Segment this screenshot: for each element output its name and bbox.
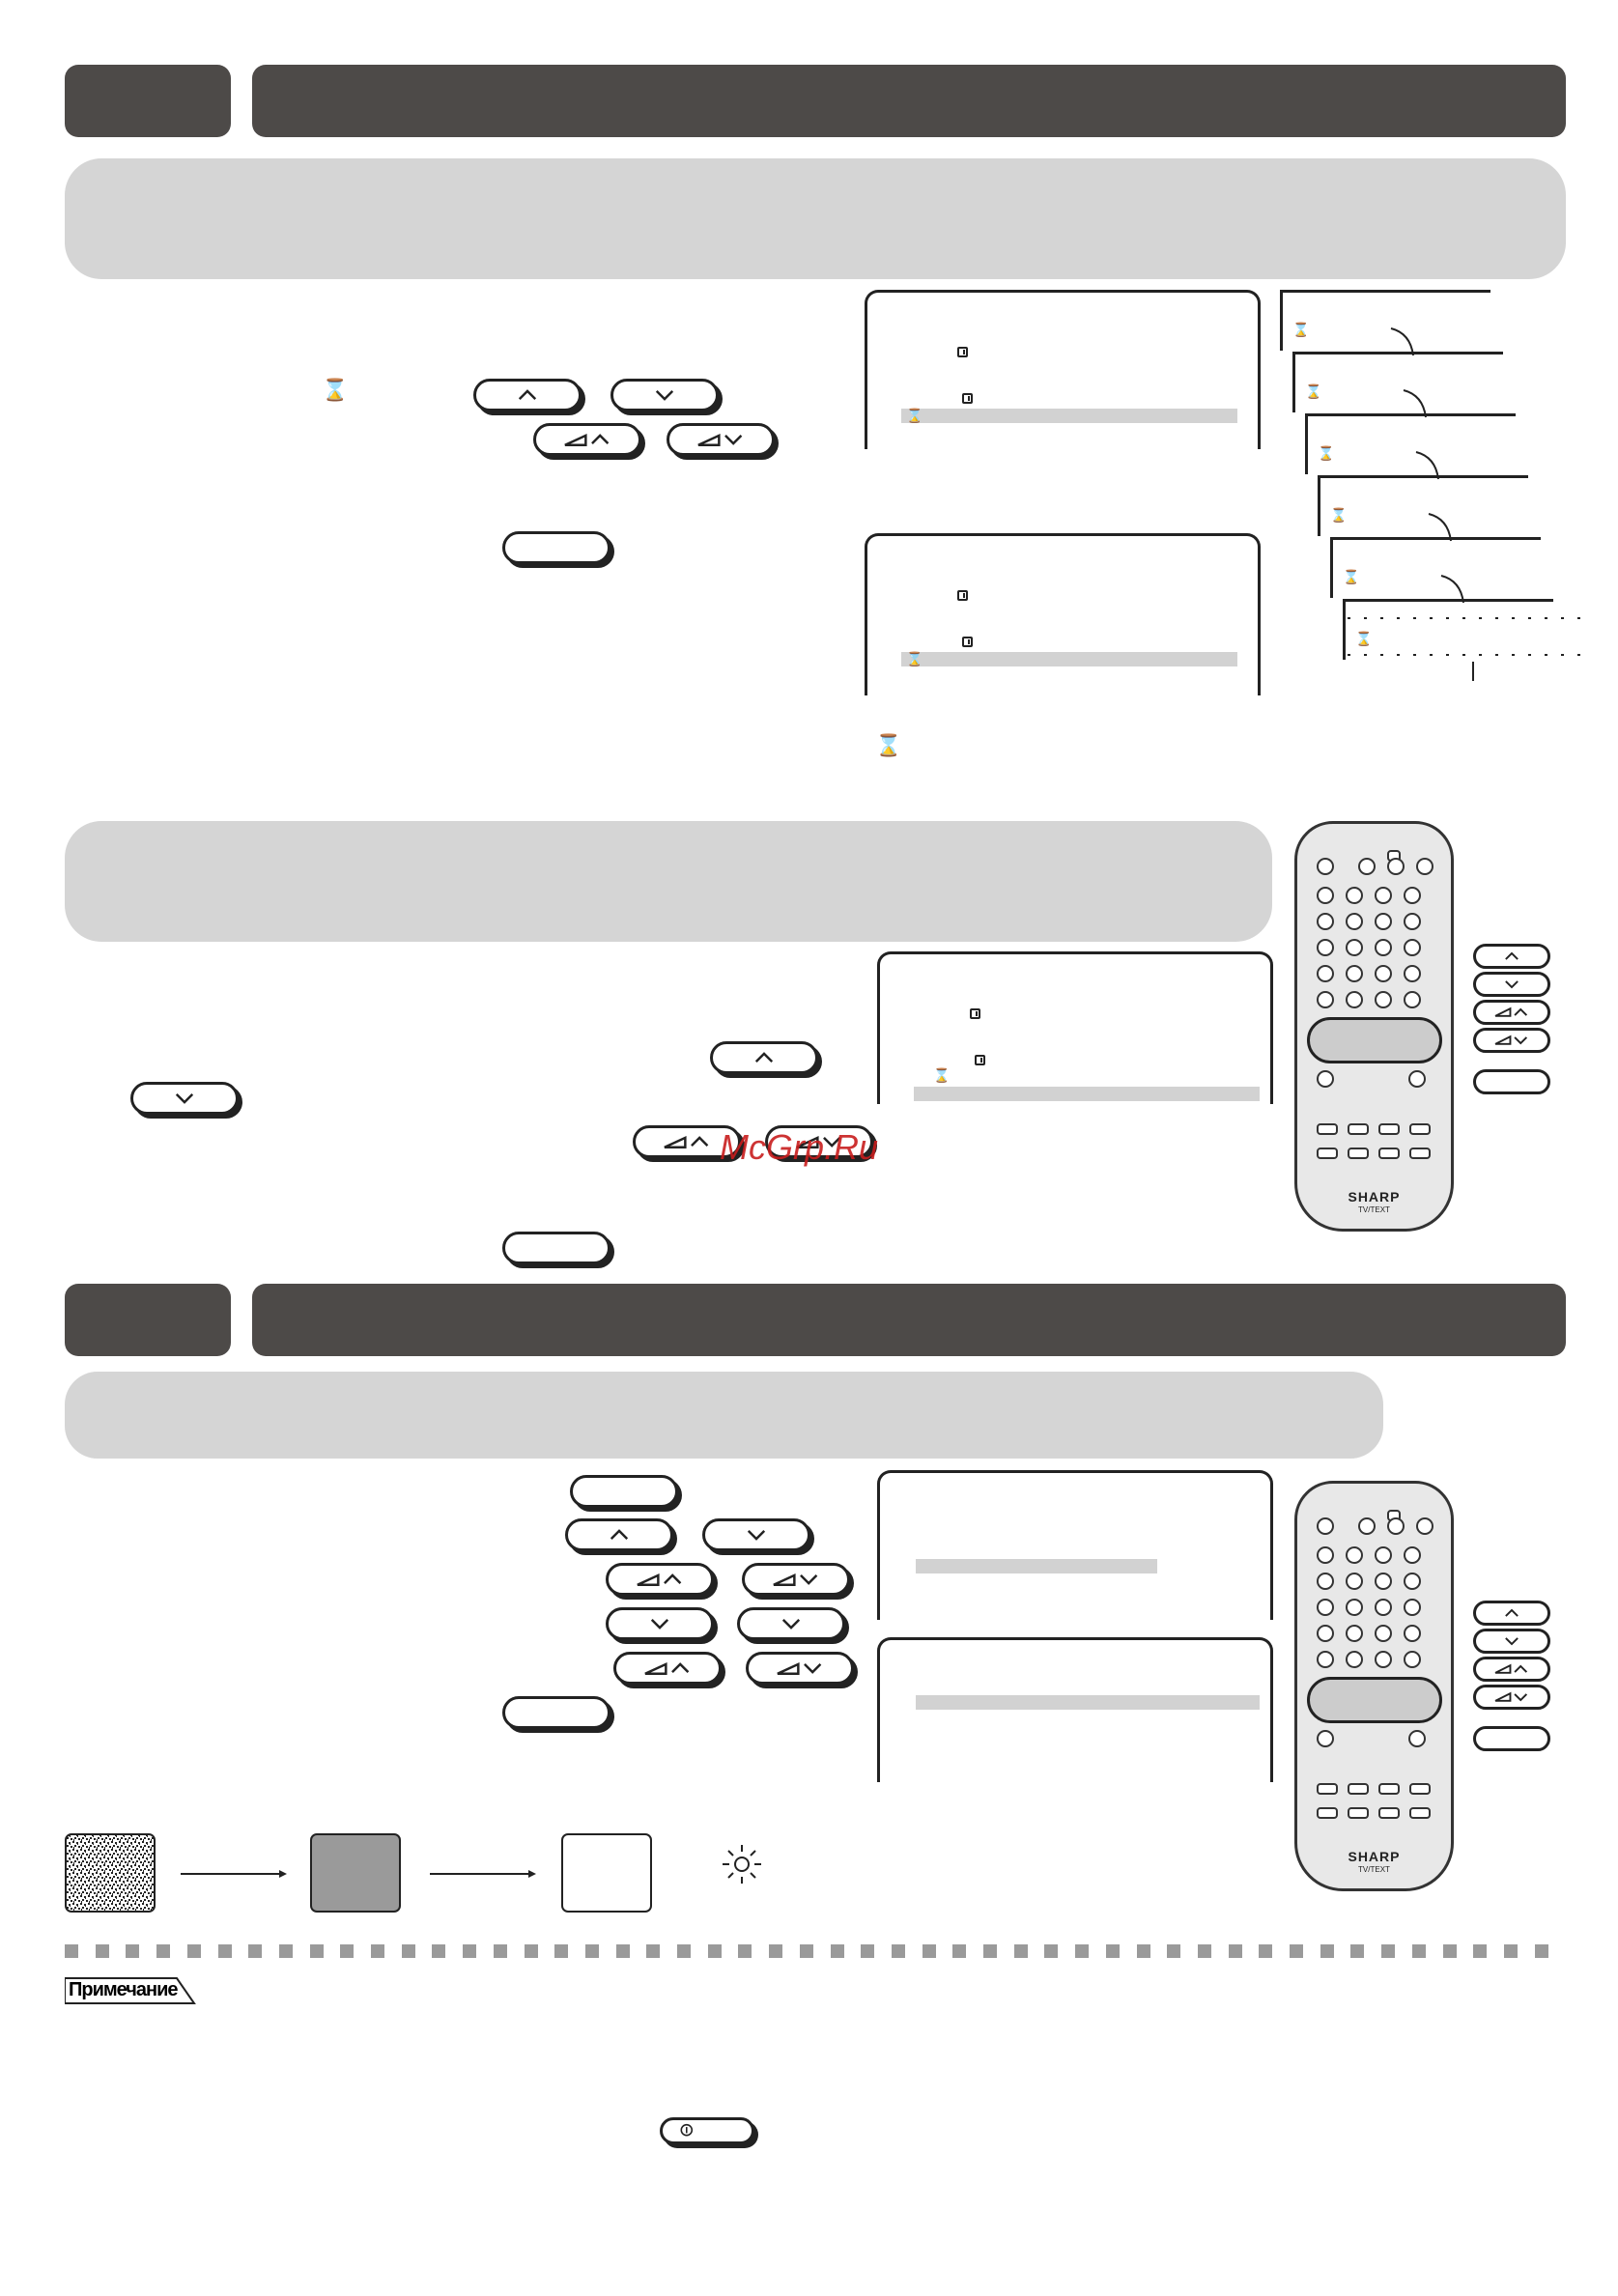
remote-button[interactable] (1317, 1070, 1334, 1088)
remote-button[interactable] (1358, 1517, 1376, 1535)
note-tag (65, 1976, 178, 2003)
clock-icon (962, 637, 973, 647)
separator-dot (463, 1944, 476, 1958)
channel-down-button[interactable] (737, 1607, 845, 1640)
clock-icon (957, 590, 968, 601)
menu-button[interactable] (502, 1232, 610, 1264)
remote-callout-vol-up (1473, 1657, 1550, 1682)
clock-icon (975, 1055, 985, 1065)
separator-dot (554, 1944, 568, 1958)
remote-button[interactable] (1348, 1148, 1369, 1159)
hourglass-icon: ⌛ (1305, 384, 1322, 400)
separator-dot (952, 1944, 966, 1958)
separator-dot (126, 1944, 139, 1958)
remote-button[interactable] (1375, 1625, 1392, 1642)
hourglass-icon: ⌛ (933, 1068, 951, 1084)
note-label: Примечание (69, 1979, 178, 2000)
menu-button[interactable] (502, 531, 610, 564)
remote-model: TV/TEXT (1358, 1865, 1390, 1874)
hourglass-icon: ⌛ (875, 734, 902, 758)
remote-button[interactable] (1387, 858, 1405, 875)
separator-dot (494, 1944, 507, 1958)
remote-button[interactable] (1346, 1651, 1363, 1668)
remote-button[interactable] (1404, 1599, 1421, 1616)
separator-dot (371, 1944, 384, 1958)
remote-callout-menu (1473, 1726, 1550, 1751)
sun-icon (721, 1843, 763, 1885)
remote-callout-up (1473, 1601, 1550, 1626)
watermark: McGrp.Ru (720, 1127, 879, 1167)
power-button[interactable] (1317, 1517, 1334, 1535)
osd-screen-5 (877, 1637, 1273, 1782)
remote-button[interactable] (1416, 858, 1433, 875)
separator-dot (1014, 1944, 1028, 1958)
channel-down-button[interactable] (610, 379, 719, 411)
remote-button[interactable] (1317, 1573, 1334, 1590)
remote-callout-menu (1473, 1069, 1550, 1094)
hourglass-icon: ⌛ (322, 379, 349, 403)
separator-dot (525, 1944, 538, 1958)
remote-button[interactable] (1317, 991, 1334, 1008)
osd-screen-1 (865, 290, 1261, 449)
separator-dot (248, 1944, 262, 1958)
separator-dot (585, 1944, 599, 1958)
remote-button[interactable] (1409, 1807, 1431, 1819)
separator-dot (1320, 1944, 1334, 1958)
remote-button[interactable] (1317, 1123, 1338, 1135)
timer-arrows (1280, 290, 1599, 695)
remote-button[interactable] (1317, 939, 1334, 956)
remote-button[interactable] (1404, 913, 1421, 930)
remote-button[interactable] (1317, 1783, 1338, 1795)
osd-screen-4 (877, 1470, 1273, 1620)
remote-button[interactable] (1346, 939, 1363, 956)
separator-dot (1473, 1944, 1487, 1958)
separator-dot (1044, 1944, 1058, 1958)
remote-button[interactable] (1346, 991, 1363, 1008)
remote-button[interactable] (1346, 1573, 1363, 1590)
separator-dot (1504, 1944, 1518, 1958)
separator-dot (646, 1944, 660, 1958)
separator-dot (187, 1944, 201, 1958)
channel-down-button[interactable] (702, 1518, 810, 1551)
remote-button[interactable] (1346, 887, 1363, 904)
remote-button[interactable] (1409, 1148, 1431, 1159)
screen-state-sequence (65, 1833, 780, 1916)
remote-button[interactable] (1375, 939, 1392, 956)
volume-up-button[interactable] (533, 423, 641, 456)
menu-button[interactable] (502, 1696, 610, 1729)
osd-screen-3 (877, 951, 1273, 1104)
mute-button[interactable] (1317, 887, 1334, 904)
remote-button[interactable] (1375, 991, 1392, 1008)
remote-button[interactable] (1317, 1651, 1334, 1668)
hourglass-icon: ⌛ (1343, 570, 1360, 585)
remote-button[interactable] (1409, 1123, 1431, 1135)
remote-brand: SHARP (1348, 1849, 1401, 1864)
remote-button[interactable] (1375, 887, 1392, 904)
remote-button[interactable] (1375, 965, 1392, 982)
separator-dot (432, 1944, 445, 1958)
separator-dot (1167, 1944, 1180, 1958)
hourglass-icon: ⌛ (906, 409, 923, 424)
menu-button[interactable] (570, 1475, 678, 1508)
remote-button[interactable] (1404, 939, 1421, 956)
separator-dot (1106, 1944, 1120, 1958)
volume-up-button[interactable] (606, 1563, 714, 1596)
separator-dot (983, 1944, 997, 1958)
section-title-bar-1 (252, 65, 1566, 137)
separator-dot (1535, 1944, 1548, 1958)
remote-control-2 (1294, 1481, 1454, 1891)
remote-button[interactable] (1346, 965, 1363, 982)
clock-icon (957, 347, 968, 357)
section-title-bar-2 (252, 1284, 1566, 1356)
remote-button[interactable] (1346, 913, 1363, 930)
volume-down-button[interactable] (746, 1652, 854, 1685)
remote-control-1 (1294, 821, 1454, 1232)
separator-dot (708, 1944, 722, 1958)
section-number-bar-1 (65, 65, 231, 137)
remote-button[interactable] (1375, 913, 1392, 930)
remote-button[interactable] (1404, 965, 1421, 982)
remote-button[interactable] (1317, 1807, 1338, 1819)
separator-dot (1290, 1944, 1303, 1958)
separator-dot (65, 1944, 78, 1958)
remote-button[interactable] (1404, 991, 1421, 1008)
clock-icon (962, 393, 973, 404)
info-button[interactable] (660, 2117, 754, 2144)
remote-button[interactable] (1378, 1148, 1400, 1159)
remote-button[interactable] (1317, 1148, 1338, 1159)
separator-dot (1075, 1944, 1089, 1958)
menu-button[interactable] (1408, 1070, 1426, 1088)
instruction-box-2 (65, 821, 1272, 942)
separator-dot (800, 1944, 813, 1958)
separator-dot (310, 1944, 324, 1958)
separator-dot (1137, 1944, 1150, 1958)
separator-dot (402, 1944, 415, 1958)
remote-button[interactable] (1375, 1573, 1392, 1590)
remote-callout-vol-down (1473, 1685, 1550, 1710)
separator-dot (340, 1944, 354, 1958)
osd-screen-2 (865, 533, 1261, 695)
remote-button[interactable] (1346, 1546, 1363, 1564)
instruction-box-3 (65, 1372, 1383, 1459)
separator-dot (1381, 1944, 1395, 1958)
separator-dot (1412, 1944, 1426, 1958)
remote-button[interactable] (1317, 1625, 1334, 1642)
mute-button[interactable] (1317, 1546, 1334, 1564)
hourglass-icon: ⌛ (906, 652, 923, 667)
separator-dot (861, 1944, 874, 1958)
remote-brand: SHARP (1348, 1189, 1401, 1205)
remote-button[interactable] (1317, 1599, 1334, 1616)
channel-up-button[interactable] (565, 1518, 673, 1551)
channel-down-button[interactable] (130, 1082, 239, 1115)
menu-highlight-row (916, 1559, 1157, 1573)
remote-button[interactable] (1375, 1546, 1392, 1564)
channel-up-button[interactable] (473, 379, 582, 411)
remote-button[interactable] (1317, 913, 1334, 930)
remote-callout-vol-up (1473, 1000, 1550, 1025)
remote-button[interactable] (1317, 1730, 1334, 1747)
remote-button[interactable] (1404, 1625, 1421, 1642)
remote-button[interactable] (1348, 1123, 1369, 1135)
separator-dot (218, 1944, 232, 1958)
power-button[interactable] (1317, 858, 1334, 875)
menu-button[interactable] (1408, 1730, 1426, 1747)
instruction-box-1 (65, 158, 1566, 279)
hourglass-icon: ⌛ (1330, 508, 1348, 524)
remote-button[interactable] (1416, 1517, 1433, 1535)
remote-callout-down (1473, 1629, 1550, 1654)
remote-button[interactable] (1378, 1807, 1400, 1819)
hourglass-icon: ⌛ (1292, 323, 1310, 338)
remote-callout-down (1473, 972, 1550, 997)
separator-dot (923, 1944, 936, 1958)
separator-dot (769, 1944, 782, 1958)
remote-button[interactable] (1375, 1599, 1392, 1616)
remote-button[interactable] (1409, 1783, 1431, 1795)
separator-dot (831, 1944, 844, 1958)
menu-highlight-row (901, 652, 1237, 666)
remote-button[interactable] (1404, 1573, 1421, 1590)
volume-down-button[interactable] (667, 423, 775, 456)
clock-icon (970, 1008, 980, 1019)
menu-highlight-row (914, 1087, 1260, 1101)
remote-button[interactable] (1404, 1546, 1421, 1564)
volume-down-button[interactable] (742, 1563, 850, 1596)
remote-button[interactable] (1348, 1783, 1369, 1795)
remote-button[interactable] (1348, 1807, 1369, 1819)
separator-dot (279, 1944, 293, 1958)
separator-dot (156, 1944, 170, 1958)
dotted-separator (65, 1944, 1566, 1958)
separator-dot (1198, 1944, 1211, 1958)
hourglass-icon: ⌛ (1318, 446, 1335, 462)
channel-up-button[interactable] (710, 1041, 818, 1074)
remote-callout-vol-down (1473, 1028, 1550, 1053)
remote-callout-up (1473, 944, 1550, 969)
remote-button[interactable] (1378, 1783, 1400, 1795)
navigation-pad[interactable] (1307, 1017, 1442, 1063)
menu-highlight-row (901, 409, 1237, 423)
separator-dot (1259, 1944, 1272, 1958)
remote-model: TV/TEXT (1358, 1205, 1390, 1214)
remote-button[interactable] (1375, 1651, 1392, 1668)
hourglass-icon: ⌛ (1355, 632, 1373, 647)
separator-dot (677, 1944, 691, 1958)
navigation-pad[interactable] (1307, 1677, 1442, 1723)
section-number-bar-2 (65, 1284, 231, 1356)
remote-button[interactable] (1404, 887, 1421, 904)
separator-dot (1443, 1944, 1457, 1958)
separator-dot (892, 1944, 905, 1958)
channel-down-button[interactable] (606, 1607, 714, 1640)
menu-highlight-row (916, 1695, 1260, 1710)
remote-button[interactable] (1378, 1123, 1400, 1135)
separator-dot (96, 1944, 109, 1958)
remote-button[interactable] (1317, 965, 1334, 982)
remote-button[interactable] (1387, 1517, 1405, 1535)
separator-dot (1229, 1944, 1242, 1958)
remote-button[interactable] (1346, 1625, 1363, 1642)
separator-dot (1350, 1944, 1364, 1958)
separator-dot (616, 1944, 630, 1958)
separator-dot (738, 1944, 752, 1958)
remote-button[interactable] (1346, 1599, 1363, 1616)
volume-up-button[interactable] (613, 1652, 722, 1685)
remote-button[interactable] (1404, 1651, 1421, 1668)
remote-button[interactable] (1358, 858, 1376, 875)
